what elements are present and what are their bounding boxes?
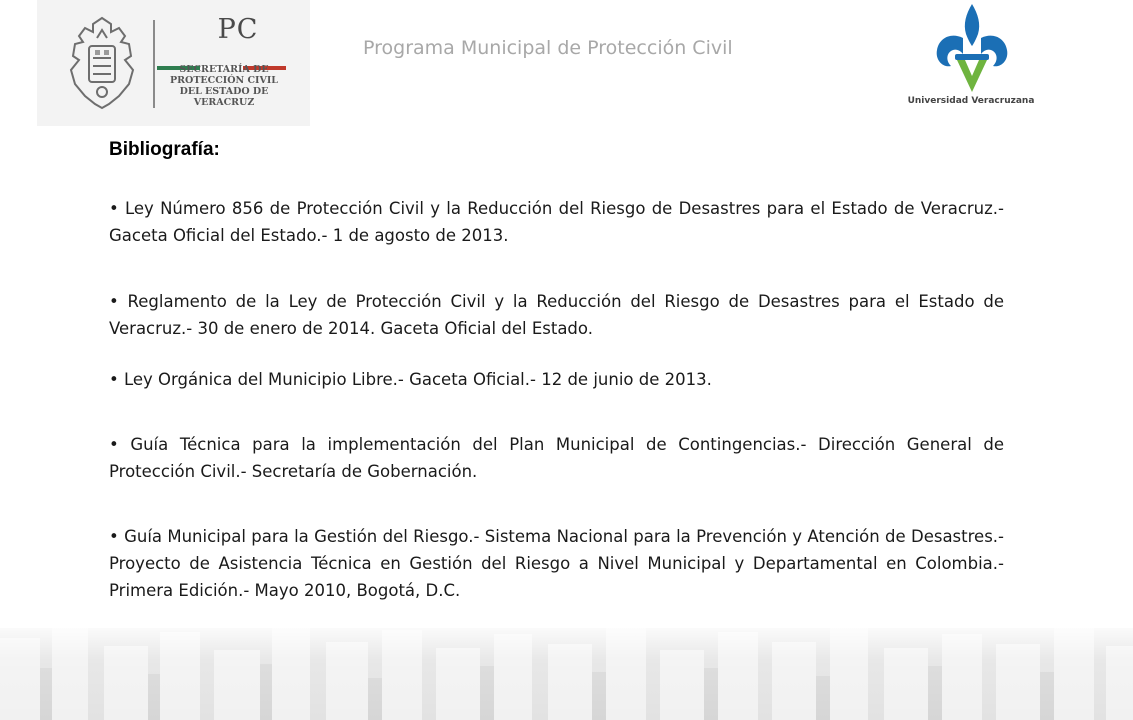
veracruz-coat-of-arms-icon (59, 14, 145, 112)
bibliography-item-2: • Reglamento de la Ley de Protección Civil y la Reducción del Riesgo de Desastres para el Estado de Veracruz.- 30 de enero de 2014. Gaceta Oficial del Estado. (109, 292, 1004, 338)
footer-tiles (0, 628, 1133, 720)
header-title: Programa Municipal de Protección Civil (363, 37, 733, 59)
uv-flor-de-lis-icon (933, 2, 1011, 94)
bibliography-item-5: • Guía Municipal para la Gestión del Riesgo.- Sistema Nacional para la Prevención y Atención de Desastres.- Proyecto de Asistencia Técnica en Gestión del Riesgo a Nivel Municipal y Departamental en Colombia.- Primera Edición.- Mayo 2010, Bogotá, D.C. (109, 527, 1004, 600)
uv-caption: Universidad Veracruzana (907, 96, 1035, 106)
bibliography-item-1: • Ley Número 856 de Protección Civil y la Reducción del Riesgo de Desastres para el Estado de Veracruz.- Gaceta Oficial del Estado.- 1 de agosto de 2013. (109, 199, 1004, 245)
bibliography-item-4: • Guía Técnica para la implementación del Plan Municipal de Contingencias.- Dirección General de Protección Civil.- Secretaría de Gobernación. (109, 435, 1004, 481)
proteccion-civil-logo (37, 0, 310, 126)
bibliography-item-3: • Ley Orgánica del Municipio Libre.- Gaceta Oficial.- 12 de junio de 2013. (109, 370, 712, 389)
flag-stripes (157, 55, 287, 59)
footer-pattern (0, 628, 1133, 720)
secretaria-line-2: PROTECCIÓN CIVIL (170, 75, 278, 86)
secretaria-line-3: DEL ESTADO DE VERACRUZ (179, 86, 269, 108)
pc-letters: PC (217, 14, 259, 45)
secretaria-line-1: SECRETARÍA DE (179, 64, 269, 75)
bibliography-heading: Bibliografía: (109, 139, 220, 160)
secretaria-text (154, 64, 294, 108)
